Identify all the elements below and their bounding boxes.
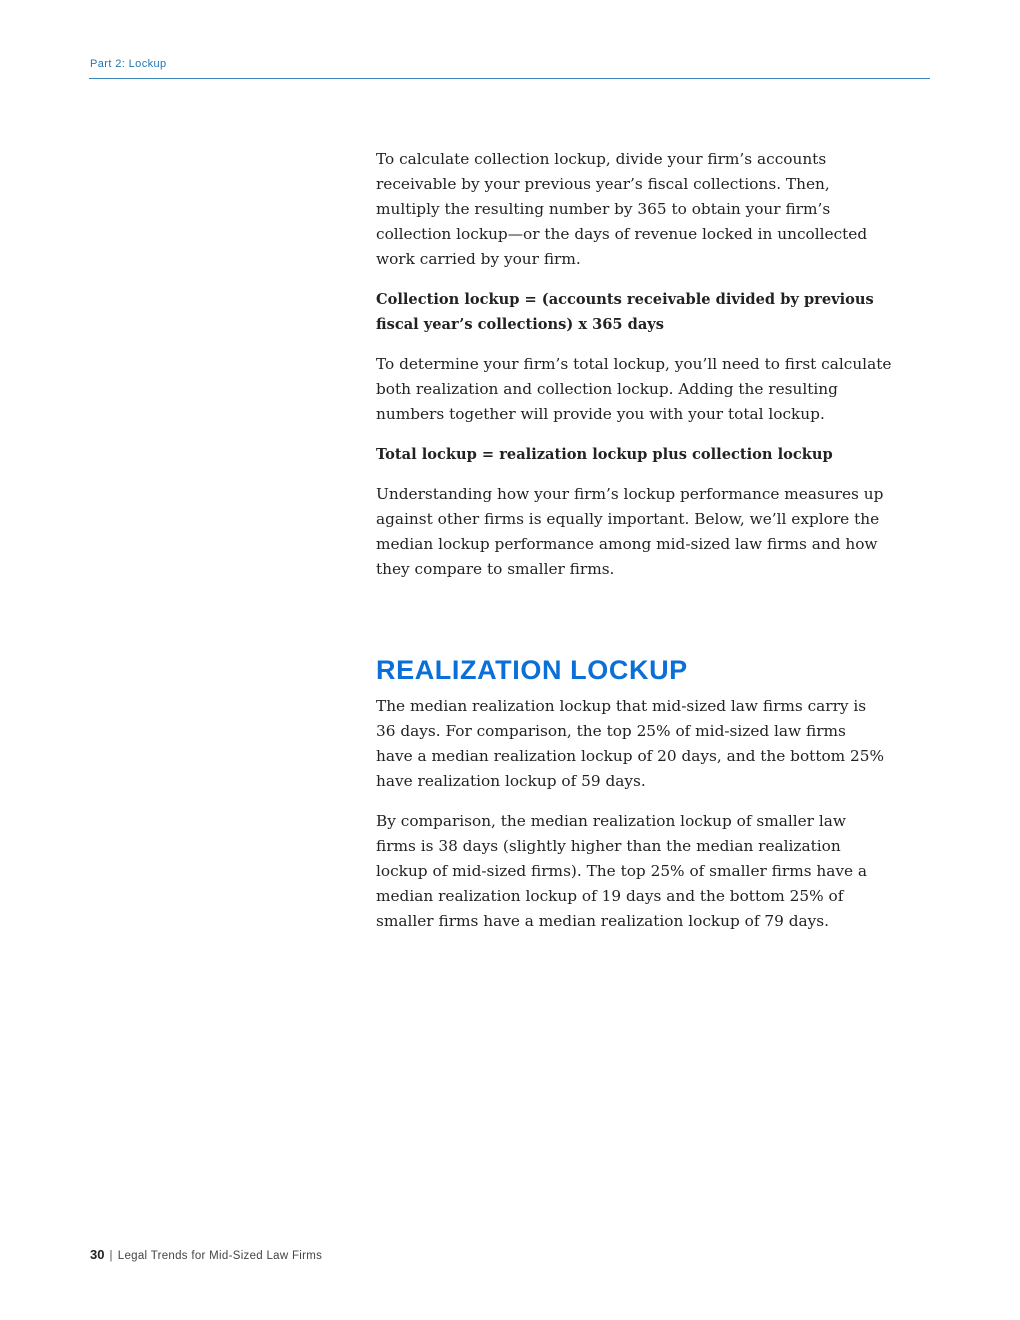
paragraph-mid-sized-realization-lockup: The median realization lockup that mid-sized law firms carry is 36 days. For comparison, the top 25% of mid-sized law firms have a median realization lockup of 20 days, and the bottom 25% have realization lockup of 59 days. (376, 697, 885, 790)
realization-section-body (376, 694, 886, 949)
paragraph-total-lockup-method: To determine your firm’s total lockup, you’ll need to first calculate both realization and collection lockup. Adding the resulting numbers together will provide you with your total lockup. (376, 355, 892, 423)
header-divider (89, 78, 930, 79)
intro-text-block (376, 147, 896, 597)
running-header-section-label: Part 2: Lockup (90, 58, 167, 70)
formula-total-lockup: Total lockup = realization lockup plus collection lockup (376, 446, 833, 463)
footer-separator: | (109, 1250, 113, 1262)
paragraph-collection-lockup-method: To calculate collection lockup, divide your firm’s accounts receivable by your previous year’s fiscal collections. Then, multiply the resulting number by 365 to obtain your firm’s collection lockup—or the days of revenue locked in uncollected work carried by your firm. (376, 150, 868, 268)
page-footer (90, 1247, 322, 1262)
page-number: 30 (90, 1247, 105, 1262)
publication-title: Legal Trends for Mid-Sized Law Firms (117, 1250, 323, 1262)
paragraph-lockup-comparison-intro: Understanding how your firm’s lockup performance measures up against other firms is equally important. Below, we’ll explore the median lockup performance among mid-sized law firms and how they compare to smaller firms. (376, 485, 884, 578)
section-heading-realization-lockup: REALIZATION LOCKUP (376, 655, 688, 685)
paragraph-smaller-firms-realization-lockup: By comparison, the median realization lockup of smaller law firms is 38 days (slightly higher than the median realization lockup of mid-sized firms). The top 25% of smaller firms have a median realization lockup of 19 days and the bottom 25% of smaller firms have a median realization lockup of 79 days. (376, 812, 868, 930)
formula-collection-lockup: Collection lockup = (accounts receivable divided by previous fiscal year’s collections) x 365 days (376, 291, 874, 333)
